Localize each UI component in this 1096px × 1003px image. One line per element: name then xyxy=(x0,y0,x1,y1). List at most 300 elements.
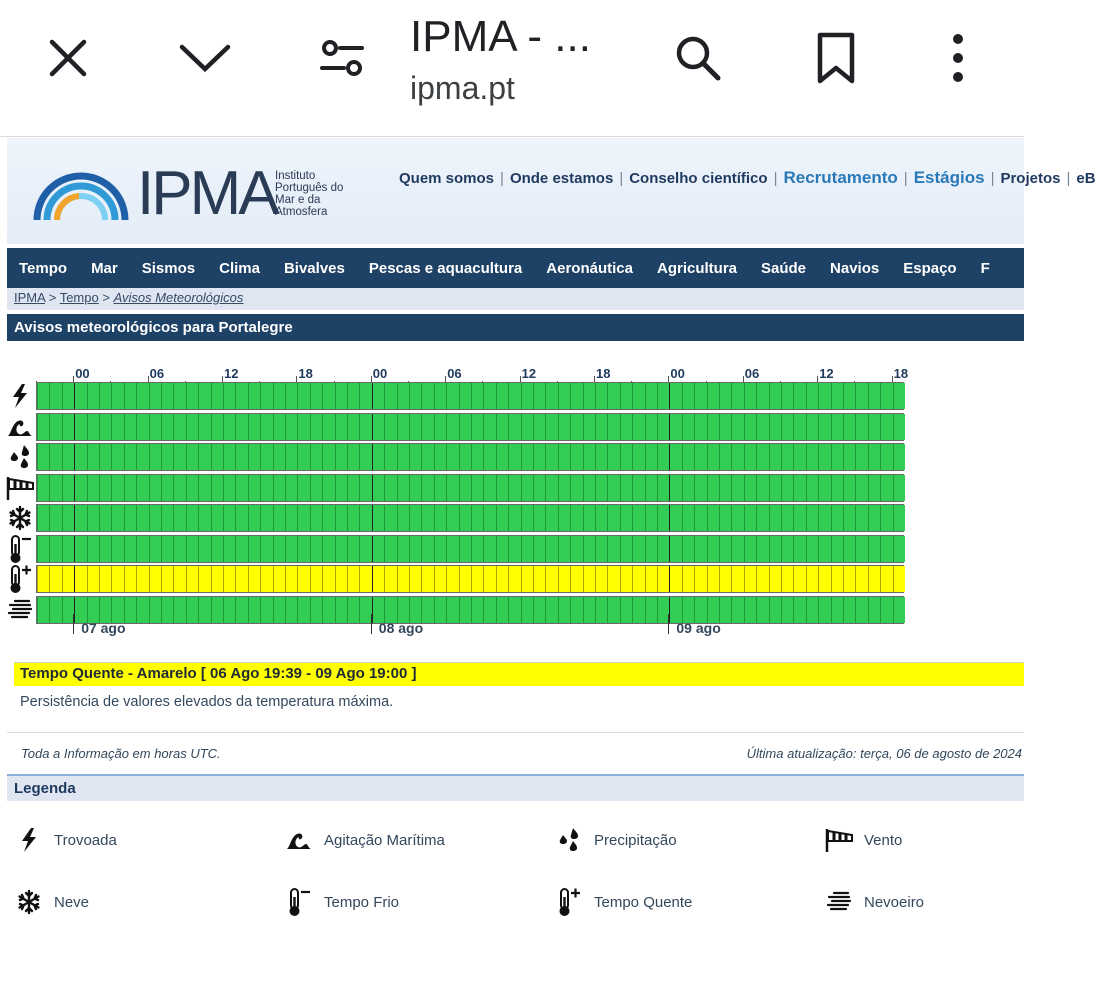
timeline-cell[interactable] xyxy=(186,444,198,470)
timeline-cell[interactable] xyxy=(409,383,421,409)
timeline-cell[interactable] xyxy=(99,505,111,531)
timeline-cell[interactable] xyxy=(335,414,347,440)
nav-item-clima[interactable]: Clima xyxy=(219,259,260,277)
timeline-cell[interactable] xyxy=(37,444,49,470)
timeline-cell[interactable] xyxy=(359,505,371,531)
timeline-cell[interactable] xyxy=(297,475,309,501)
timeline-cell[interactable] xyxy=(136,383,148,409)
timeline-cell[interactable] xyxy=(483,414,495,440)
timeline-cell[interactable] xyxy=(868,566,880,592)
timeline-cell[interactable] xyxy=(285,444,297,470)
timeline-cell[interactable] xyxy=(273,383,285,409)
timeline-cell[interactable] xyxy=(545,444,557,470)
timeline-cell[interactable] xyxy=(657,566,669,592)
timeline-cell[interactable] xyxy=(198,444,210,470)
timeline-cell[interactable] xyxy=(297,444,309,470)
timeline-cell[interactable] xyxy=(818,475,830,501)
timeline-cell[interactable] xyxy=(893,566,905,592)
timeline-cell[interactable] xyxy=(372,475,384,501)
timeline-cell[interactable] xyxy=(136,444,148,470)
timeline-cell[interactable] xyxy=(682,536,694,562)
nav-item-bivalves[interactable]: Bivalves xyxy=(283,259,345,277)
top-link-quem-somos[interactable]: Quem somos xyxy=(399,170,495,187)
page-title-tab[interactable]: IPMA - ... xyxy=(410,12,591,61)
timeline-cell[interactable] xyxy=(297,566,309,592)
timeline-cell[interactable] xyxy=(533,383,545,409)
timeline-cell[interactable] xyxy=(223,444,235,470)
timeline-cell[interactable] xyxy=(831,536,843,562)
timeline-cell[interactable] xyxy=(707,536,719,562)
timeline-cell[interactable] xyxy=(632,414,644,440)
timeline-cell[interactable] xyxy=(111,475,123,501)
timeline-cell[interactable] xyxy=(149,383,161,409)
timeline-cell[interactable] xyxy=(657,414,669,440)
timeline-cell[interactable] xyxy=(446,444,458,470)
timeline-cell[interactable] xyxy=(632,444,644,470)
timeline-cell[interactable] xyxy=(87,414,99,440)
timeline-cell[interactable] xyxy=(273,444,285,470)
timeline-cell[interactable] xyxy=(793,383,805,409)
timeline-cell[interactable] xyxy=(149,475,161,501)
timeline-cell[interactable] xyxy=(595,505,607,531)
timeline-cell[interactable] xyxy=(781,475,793,501)
timeline-cell[interactable] xyxy=(111,444,123,470)
timeline-cell[interactable] xyxy=(769,536,781,562)
timeline-cell[interactable] xyxy=(669,505,681,531)
timeline-cell[interactable] xyxy=(719,444,731,470)
timeline-cell[interactable] xyxy=(471,383,483,409)
timeline-cell[interactable] xyxy=(769,505,781,531)
timeline-cell[interactable] xyxy=(372,383,384,409)
timeline-cell[interactable] xyxy=(397,475,409,501)
nav-item-sismos[interactable]: Sismos xyxy=(141,259,196,277)
timeline-cell[interactable] xyxy=(583,505,595,531)
timeline-cell[interactable] xyxy=(223,414,235,440)
timeline-cell[interactable] xyxy=(37,536,49,562)
timeline-cell[interactable] xyxy=(868,475,880,501)
timeline-cell[interactable] xyxy=(248,566,260,592)
timeline-cell[interactable] xyxy=(62,414,74,440)
timeline-cell[interactable] xyxy=(322,505,334,531)
timeline-cell[interactable] xyxy=(397,566,409,592)
timeline-cell[interactable] xyxy=(558,444,570,470)
timeline-cell[interactable] xyxy=(285,566,297,592)
timeline-cell[interactable] xyxy=(818,536,830,562)
timeline-cell[interactable] xyxy=(620,414,632,440)
timeline-cell[interactable] xyxy=(37,505,49,531)
top-link-recrutamento[interactable]: Recrutamento xyxy=(783,168,898,187)
timeline-cell[interactable] xyxy=(880,383,892,409)
timeline-cell[interactable] xyxy=(645,414,657,440)
timeline-cell[interactable] xyxy=(707,414,719,440)
timeline-cell[interactable] xyxy=(607,444,619,470)
timeline-cell[interactable] xyxy=(211,444,223,470)
timeline-cell[interactable] xyxy=(409,536,421,562)
timeline-cell[interactable] xyxy=(508,566,520,592)
timeline-cell[interactable] xyxy=(235,444,247,470)
timeline-cell[interactable] xyxy=(632,383,644,409)
timeline-cell[interactable] xyxy=(583,414,595,440)
timeline-cell[interactable] xyxy=(669,536,681,562)
timeline-cell[interactable] xyxy=(595,566,607,592)
timeline-cell[interactable] xyxy=(471,475,483,501)
timeline-cell[interactable] xyxy=(632,475,644,501)
timeline-cell[interactable] xyxy=(607,505,619,531)
timeline-cell[interactable] xyxy=(372,414,384,440)
timeline-cell[interactable] xyxy=(483,536,495,562)
timeline-cell[interactable] xyxy=(645,475,657,501)
timeline-cell[interactable] xyxy=(347,414,359,440)
timeline-cell[interactable] xyxy=(583,383,595,409)
timeline-cell[interactable] xyxy=(49,414,61,440)
timeline-cell[interactable] xyxy=(273,414,285,440)
timeline-cell[interactable] xyxy=(359,383,371,409)
timeline-cell[interactable] xyxy=(310,444,322,470)
timeline-cell[interactable] xyxy=(384,475,396,501)
timeline-cell[interactable] xyxy=(111,383,123,409)
timeline-cell[interactable] xyxy=(496,536,508,562)
search-icon[interactable] xyxy=(668,28,728,88)
timeline-cell[interactable] xyxy=(186,475,198,501)
timeline-cell[interactable] xyxy=(359,414,371,440)
top-link-est-gios[interactable]: Estágios xyxy=(913,168,985,187)
timeline-cell[interactable] xyxy=(260,444,272,470)
timeline-cell[interactable] xyxy=(198,566,210,592)
timeline-cell[interactable] xyxy=(359,475,371,501)
close-icon[interactable] xyxy=(38,28,98,88)
timeline-cell[interactable] xyxy=(669,566,681,592)
timeline-cell[interactable] xyxy=(769,444,781,470)
timeline-cell[interactable] xyxy=(248,536,260,562)
timeline-cell[interactable] xyxy=(223,383,235,409)
timeline-cell[interactable] xyxy=(806,536,818,562)
more-options-icon[interactable] xyxy=(928,28,988,88)
timeline-cell[interactable] xyxy=(855,536,867,562)
timeline-cell[interactable] xyxy=(793,566,805,592)
timeline-cell[interactable] xyxy=(645,505,657,531)
nav-item-mar[interactable]: Mar xyxy=(91,259,118,277)
timeline-cell[interactable] xyxy=(545,414,557,440)
timeline-cell[interactable] xyxy=(620,383,632,409)
timeline-cell[interactable] xyxy=(769,566,781,592)
timeline-cell[interactable] xyxy=(186,566,198,592)
timeline-cell[interactable] xyxy=(446,383,458,409)
timeline-cell[interactable] xyxy=(558,566,570,592)
timeline-cell[interactable] xyxy=(384,383,396,409)
timeline-cell[interactable] xyxy=(694,475,706,501)
timeline-cell[interactable] xyxy=(136,475,148,501)
timeline-cell[interactable] xyxy=(607,475,619,501)
timeline-cell[interactable] xyxy=(471,444,483,470)
timeline-cell[interactable] xyxy=(657,444,669,470)
timeline-cell[interactable] xyxy=(471,536,483,562)
timeline-cell[interactable] xyxy=(806,566,818,592)
timeline-cell[interactable] xyxy=(880,566,892,592)
timeline-cell[interactable] xyxy=(521,475,533,501)
timeline-cell[interactable] xyxy=(533,505,545,531)
timeline-cell[interactable] xyxy=(880,444,892,470)
nav-item-navios[interactable]: Navios xyxy=(830,259,880,277)
timeline-cell[interactable] xyxy=(260,383,272,409)
timeline-cell[interactable] xyxy=(843,444,855,470)
timeline-cell[interactable] xyxy=(744,566,756,592)
timeline-cell[interactable] xyxy=(570,536,582,562)
timeline-cell[interactable] xyxy=(297,383,309,409)
timeline-cell[interactable] xyxy=(707,475,719,501)
timeline-cell[interactable] xyxy=(434,414,446,440)
timeline-cell[interactable] xyxy=(211,414,223,440)
timeline-cell[interactable] xyxy=(756,475,768,501)
timeline-cell[interactable] xyxy=(74,475,86,501)
timeline-cell[interactable] xyxy=(124,505,136,531)
timeline-cell[interactable] xyxy=(669,444,681,470)
timeline-cell[interactable] xyxy=(198,383,210,409)
timeline-cell[interactable] xyxy=(806,475,818,501)
timeline-cell[interactable] xyxy=(744,414,756,440)
timeline-cell[interactable] xyxy=(248,414,260,440)
timeline-cell[interactable] xyxy=(868,383,880,409)
timeline-cell[interactable] xyxy=(731,475,743,501)
timeline-cell[interactable] xyxy=(223,566,235,592)
timeline-cell[interactable] xyxy=(719,414,731,440)
timeline-cell[interactable] xyxy=(49,383,61,409)
timeline-cell[interactable] xyxy=(781,444,793,470)
timeline-cell[interactable] xyxy=(173,505,185,531)
nav-item-pescas-e-aquacultura[interactable]: Pescas e aquacultura xyxy=(368,259,523,277)
timeline-cell[interactable] xyxy=(831,505,843,531)
timeline-cell[interactable] xyxy=(149,505,161,531)
timeline-cell[interactable] xyxy=(669,414,681,440)
timeline-cell[interactable] xyxy=(731,566,743,592)
timeline-cell[interactable] xyxy=(793,505,805,531)
timeline-cell[interactable] xyxy=(595,414,607,440)
timeline-cell[interactable] xyxy=(595,475,607,501)
timeline-cell[interactable] xyxy=(49,444,61,470)
timeline-cell[interactable] xyxy=(545,566,557,592)
timeline-cell[interactable] xyxy=(322,536,334,562)
timeline-cell[interactable] xyxy=(855,383,867,409)
timeline-cell[interactable] xyxy=(806,414,818,440)
timeline-cell[interactable] xyxy=(421,505,433,531)
timeline-cell[interactable] xyxy=(347,566,359,592)
timeline-cell[interactable] xyxy=(335,566,347,592)
timeline-cell[interactable] xyxy=(843,414,855,440)
timeline-cell[interactable] xyxy=(74,414,86,440)
timeline-cell[interactable] xyxy=(843,505,855,531)
timeline-cell[interactable] xyxy=(99,383,111,409)
timeline-cell[interactable] xyxy=(62,475,74,501)
timeline-cell[interactable] xyxy=(87,536,99,562)
timeline-cell[interactable] xyxy=(793,414,805,440)
timeline-cell[interactable] xyxy=(558,414,570,440)
timeline-cell[interactable] xyxy=(62,505,74,531)
timeline-cell[interactable] xyxy=(446,566,458,592)
timeline-cell[interactable] xyxy=(595,444,607,470)
timeline-cell[interactable] xyxy=(545,536,557,562)
timeline-cell[interactable] xyxy=(434,475,446,501)
timeline-cell[interactable] xyxy=(496,383,508,409)
timeline-cell[interactable] xyxy=(657,475,669,501)
timeline-cell[interactable] xyxy=(719,566,731,592)
timeline-cell[interactable] xyxy=(496,475,508,501)
timeline-cell[interactable] xyxy=(161,475,173,501)
timeline-cell[interactable] xyxy=(248,475,260,501)
timeline-cell[interactable] xyxy=(359,566,371,592)
timeline-cell[interactable] xyxy=(471,505,483,531)
timeline-cell[interactable] xyxy=(384,505,396,531)
timeline-cell[interactable] xyxy=(186,536,198,562)
timeline-cell[interactable] xyxy=(173,536,185,562)
timeline-cell[interactable] xyxy=(347,383,359,409)
timeline-cell[interactable] xyxy=(434,383,446,409)
timeline-cell[interactable] xyxy=(99,566,111,592)
timeline-cell[interactable] xyxy=(669,475,681,501)
timeline-cell[interactable] xyxy=(235,383,247,409)
timeline-cell[interactable] xyxy=(62,566,74,592)
timeline-cell[interactable] xyxy=(831,444,843,470)
timeline-cell[interactable] xyxy=(149,536,161,562)
timeline-cell[interactable] xyxy=(868,444,880,470)
timeline-cell[interactable] xyxy=(521,414,533,440)
timeline-cell[interactable] xyxy=(781,536,793,562)
timeline-cell[interactable] xyxy=(322,414,334,440)
timeline-cell[interactable] xyxy=(124,444,136,470)
timeline-cell[interactable] xyxy=(682,383,694,409)
timeline-cell[interactable] xyxy=(49,505,61,531)
timeline-cell[interactable] xyxy=(744,536,756,562)
timeline-cell[interactable] xyxy=(384,444,396,470)
timeline-cell[interactable] xyxy=(707,383,719,409)
timeline-cell[interactable] xyxy=(756,566,768,592)
timeline-cell[interactable] xyxy=(359,536,371,562)
timeline-cell[interactable] xyxy=(769,475,781,501)
timeline-cell[interactable] xyxy=(310,536,322,562)
timeline-cell[interactable] xyxy=(868,536,880,562)
timeline-cell[interactable] xyxy=(471,566,483,592)
timeline-cell[interactable] xyxy=(409,444,421,470)
timeline-cell[interactable] xyxy=(632,505,644,531)
nav-item-sa-de[interactable]: Saúde xyxy=(761,259,807,277)
timeline-cell[interactable] xyxy=(87,505,99,531)
timeline-cell[interactable] xyxy=(645,536,657,562)
nav-item-agricultura[interactable]: Agricultura xyxy=(656,259,737,277)
timeline-cell[interactable] xyxy=(161,566,173,592)
ipma-logo[interactable] xyxy=(31,159,351,228)
timeline-cell[interactable] xyxy=(322,475,334,501)
timeline-cell[interactable] xyxy=(161,536,173,562)
timeline-cell[interactable] xyxy=(335,444,347,470)
timeline-cell[interactable] xyxy=(620,536,632,562)
top-link-conselho-cient-fico[interactable]: Conselho científico xyxy=(629,170,768,187)
timeline-cell[interactable] xyxy=(446,536,458,562)
timeline-cell[interactable] xyxy=(335,536,347,562)
timeline-cell[interactable] xyxy=(744,505,756,531)
timeline-cell[interactable] xyxy=(682,414,694,440)
timeline-cell[interactable] xyxy=(99,475,111,501)
timeline-cell[interactable] xyxy=(136,505,148,531)
timeline-cell[interactable] xyxy=(496,505,508,531)
timeline-cell[interactable] xyxy=(223,536,235,562)
timeline-cell[interactable] xyxy=(186,383,198,409)
timeline-cell[interactable] xyxy=(583,475,595,501)
timeline-cell[interactable] xyxy=(285,414,297,440)
timeline-cell[interactable] xyxy=(459,536,471,562)
timeline-cell[interactable] xyxy=(384,414,396,440)
timeline-cell[interactable] xyxy=(781,383,793,409)
timeline-cell[interactable] xyxy=(260,414,272,440)
timeline-cell[interactable] xyxy=(545,383,557,409)
timeline-cell[interactable] xyxy=(248,383,260,409)
timeline-cell[interactable] xyxy=(756,444,768,470)
timeline-cell[interactable] xyxy=(583,536,595,562)
timeline-cell[interactable] xyxy=(818,383,830,409)
timeline-cell[interactable] xyxy=(310,566,322,592)
timeline-cell[interactable] xyxy=(756,536,768,562)
timeline-cell[interactable] xyxy=(198,536,210,562)
timeline-cell[interactable] xyxy=(161,444,173,470)
timeline-cell[interactable] xyxy=(459,414,471,440)
timeline-cell[interactable] xyxy=(310,475,322,501)
timeline-cell[interactable] xyxy=(570,566,582,592)
timeline-cell[interactable] xyxy=(161,383,173,409)
timeline-cell[interactable] xyxy=(607,536,619,562)
timeline-cell[interactable] xyxy=(111,414,123,440)
timeline-cell[interactable] xyxy=(843,475,855,501)
timeline-cell[interactable] xyxy=(384,536,396,562)
timeline-cell[interactable] xyxy=(818,505,830,531)
timeline-cell[interactable] xyxy=(607,414,619,440)
timeline-cell[interactable] xyxy=(521,505,533,531)
timeline-cell[interactable] xyxy=(198,505,210,531)
timeline-cell[interactable] xyxy=(731,444,743,470)
timeline-cell[interactable] xyxy=(136,566,148,592)
timeline-cell[interactable] xyxy=(37,383,49,409)
timeline-cell[interactable] xyxy=(434,444,446,470)
timeline-cell[interactable] xyxy=(74,444,86,470)
timeline-cell[interactable] xyxy=(211,505,223,531)
timeline-cell[interactable] xyxy=(831,383,843,409)
timeline-cell[interactable] xyxy=(87,475,99,501)
timeline-cell[interactable] xyxy=(570,414,582,440)
timeline-cell[interactable] xyxy=(521,536,533,562)
timeline-cell[interactable] xyxy=(87,444,99,470)
timeline-cell[interactable] xyxy=(682,475,694,501)
timeline-cell[interactable] xyxy=(632,536,644,562)
timeline-cell[interactable] xyxy=(62,444,74,470)
timeline-cell[interactable] xyxy=(533,536,545,562)
timeline-cell[interactable] xyxy=(173,444,185,470)
timeline-cell[interactable] xyxy=(384,566,396,592)
timeline-cell[interactable] xyxy=(372,444,384,470)
timeline-cell[interactable] xyxy=(694,566,706,592)
timeline-cell[interactable] xyxy=(781,505,793,531)
breadcrumb-tempo[interactable]: Tempo xyxy=(59,290,99,305)
timeline-cell[interactable] xyxy=(173,383,185,409)
timeline-cell[interactable] xyxy=(322,566,334,592)
timeline-cell[interactable] xyxy=(781,414,793,440)
nav-item-aeron-utica[interactable]: Aeronáutica xyxy=(546,259,633,277)
timeline-cell[interactable] xyxy=(893,536,905,562)
timeline-cell[interactable] xyxy=(459,566,471,592)
timeline-cell[interactable] xyxy=(161,505,173,531)
timeline-cell[interactable] xyxy=(508,383,520,409)
timeline-cell[interactable] xyxy=(347,505,359,531)
timeline-cell[interactable] xyxy=(893,414,905,440)
timeline-cell[interactable] xyxy=(335,505,347,531)
timeline-cell[interactable] xyxy=(719,383,731,409)
timeline-cell[interactable] xyxy=(37,475,49,501)
timeline-cell[interactable] xyxy=(719,536,731,562)
